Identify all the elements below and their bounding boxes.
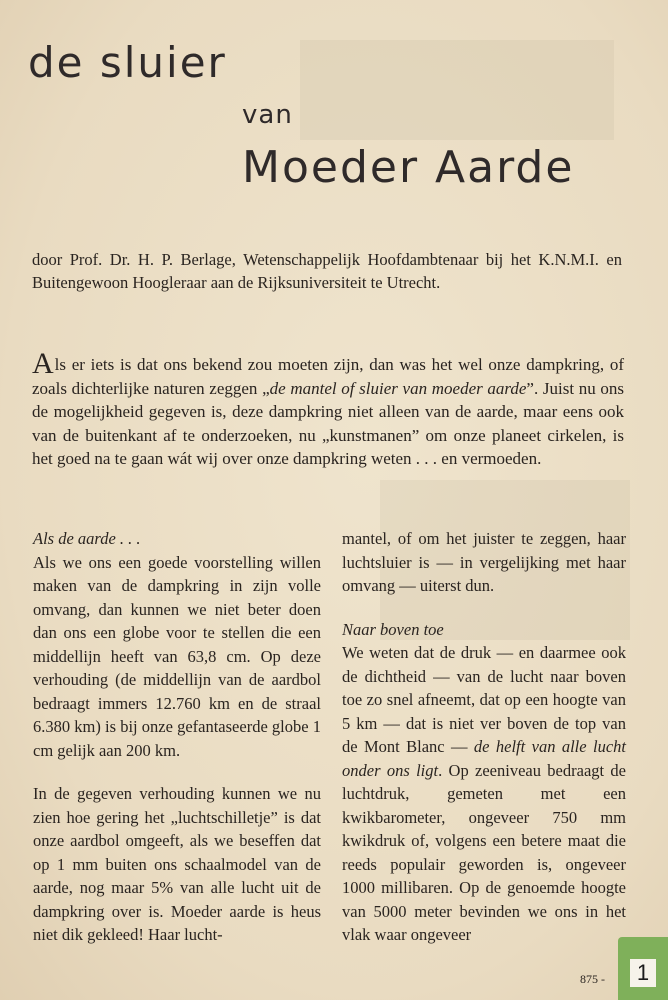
intro-paragraph (32, 347, 624, 471)
subheading-naar-boven-toe: Naar boven toe (342, 619, 444, 639)
title-line-1: de sluier (28, 38, 227, 87)
show-through-block-upper (300, 40, 614, 140)
paragraph-spacer (33, 762, 321, 782)
title-line-3: Moeder Aarde (242, 142, 575, 193)
right-paragraph-2-text-2: . Op zeeniveau bedraagt de luchtdruk, gemeten met een kwikbarometer, ongeveer 750 mm kwikdruk of, volgens een betere maat die reeds populair geworden is, ongeveer 1000 millibaren. Op de genoemde hoogte van 5000 meter bevinden we ons in het vlak waar ongeveer (342, 760, 626, 944)
author-byline: door Prof. Dr. H. P. Berlage, Wetenschappelijk Hoofdambtenaar bij het K.N.M.I. en Buitengewoon Hoogleraar aan de Rijksuniversiteit te Utrecht. (32, 250, 622, 292)
right-paragraph-2 (342, 641, 626, 947)
right-paragraph-2-text-1: We weten dat de druk — en daarmee ook de dichtheid — van de lucht naar boven toe zo snel afneemt, dat op een hoogte van 5 km — dat is niet ver boven de top van de Mont Blanc — (342, 643, 626, 756)
intro-text-1: ls er iets is dat ons bekend zou moeten zijn, dan was het wel onze dampkring, of zoals dichterlijke naturen zeggen „ (32, 355, 624, 398)
left-paragraph-2: In de gegeven verhouding kunnen we nu zien hoe gering het „luchtschilletje” is dat onze aardbol omgeeft, als we beseffen dat op 1 mm buiten ons schaalmodel van de aarde, nog maar 5% van alle lucht uit de dampkring over is. Moeder aarde is heus niet dik gekleed! Haar lucht- (33, 784, 321, 944)
page-number: 875 - (580, 972, 605, 986)
section-tab (618, 937, 668, 1000)
title-line-2: van (242, 100, 293, 130)
intro-text-2: ”. Juist nu ons de mogelijkheid gegeven is, deze dampkring niet alleen van de aarde, maar eens ook van de buitenkant af te onderzoeken, nu „kunstmanen” om onze planeet cirkelen, is het goed na te gaan wát wij over onze dampkring weten . . . en vermoeden. (32, 378, 624, 468)
intro-italic: de mantel of sluier van moeder aarde (269, 378, 527, 398)
subheading-als-de-aarde: Als de aarde . . . (33, 529, 141, 548)
drop-cap: A (32, 347, 54, 380)
left-paragraph-1: Als we ons een goede voorstelling willen maken van de dampkring in zijn volle omvang, dan kunnen we niet beter doen dan ons een globe voor te stellen die een middellijn heeft van 63,8 cm. Op deze verhouding (de middellijn van de aardbol bedraagt immers 12.760 km en de straal 6.380 km) is bij onze gefantaseerde globe 1 cm gelijk aan 200 km. (33, 552, 321, 760)
right-column (342, 527, 626, 947)
paragraph-spacer (342, 598, 626, 618)
left-column (33, 527, 321, 947)
section-tab-number: 1 (630, 959, 656, 987)
right-paragraph-2-italic: de helft van alle lucht onder ons ligt (342, 737, 626, 780)
right-paragraph-1: mantel, of om het juister te zeggen, haar luchtsluier is — in vergelijking met haar omvang — uiterst dun. (342, 529, 626, 595)
